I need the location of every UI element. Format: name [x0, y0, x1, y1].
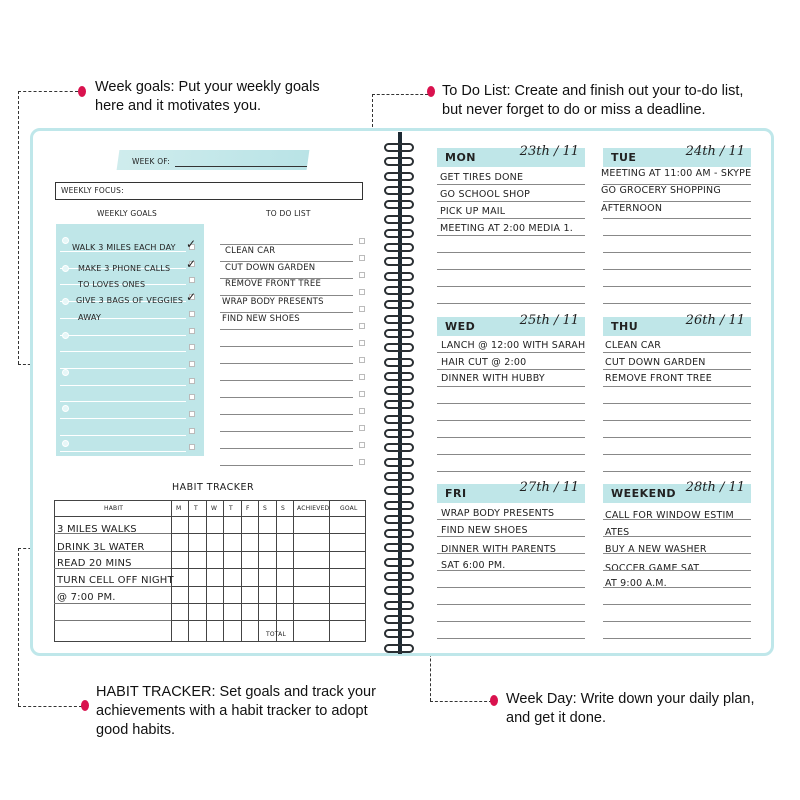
day-rule	[603, 604, 751, 605]
goal-item: AWAY	[78, 313, 102, 322]
weekly-focus-label: WEEKLY FOCUS:	[61, 186, 124, 195]
callout-line: here and it motivates you.	[95, 98, 262, 114]
todo-checkbox	[359, 374, 365, 380]
spiral-coil	[384, 415, 414, 424]
day-rule	[437, 570, 585, 571]
day-rule	[437, 386, 585, 387]
todo-rule	[220, 397, 353, 398]
day-rule	[437, 536, 585, 537]
goal-rule	[60, 418, 186, 419]
callout-line: HABIT TRACKER: Set goals and track your	[96, 684, 376, 700]
habit-tracker-title: HABIT TRACKER	[172, 482, 255, 493]
day-rule	[437, 519, 585, 520]
spiral-coil	[384, 143, 414, 152]
spiral-coil	[384, 343, 414, 352]
day-header-thu	[603, 313, 751, 336]
spiral-coil	[384, 458, 414, 467]
goal-checkbox	[189, 411, 195, 417]
habit-header-rule	[54, 516, 366, 517]
todo-rule	[220, 329, 353, 330]
habit-col-header: T	[229, 505, 233, 512]
goal-checkmark: ✓	[186, 257, 197, 271]
todo-rule	[220, 363, 353, 364]
day-name: THU	[611, 320, 639, 333]
day-rule	[437, 184, 585, 185]
goal-rule	[60, 451, 186, 452]
todo-rule	[220, 244, 353, 245]
habit-col-header: F	[246, 505, 250, 512]
todo-checkbox	[359, 408, 365, 414]
todo-checkbox	[359, 238, 365, 244]
spiral-coil	[384, 586, 414, 595]
day-rule	[437, 437, 585, 438]
habit-row-rule	[171, 568, 366, 569]
habit-row-label: 3 MILES WALKS	[57, 524, 137, 535]
spiral-coil	[384, 386, 414, 395]
day-rule	[603, 471, 751, 472]
day-entry: MEETING AT 11:00 AM - SKYPE	[601, 168, 752, 179]
goal-item: TO LOVES ONES	[78, 280, 146, 289]
todo-checkbox	[359, 459, 365, 465]
spiral-coil	[384, 629, 414, 638]
spiral-coil	[384, 486, 414, 495]
day-header-tue	[603, 144, 751, 167]
spiral-coil	[384, 315, 414, 324]
goal-number-circle	[62, 298, 69, 305]
day-header-fri	[437, 480, 585, 503]
day-rule	[437, 403, 585, 404]
day-entry: ATES	[605, 527, 630, 538]
todo-rule	[220, 312, 353, 313]
leader-line	[430, 701, 492, 702]
habit-row-rule	[171, 551, 366, 552]
spiral-coil	[384, 300, 414, 309]
todo-checkbox	[359, 289, 365, 295]
day-rule	[603, 269, 751, 270]
leader-line	[18, 91, 78, 92]
goal-rule	[60, 335, 186, 336]
habit-row-label: READ 20 MINS	[57, 558, 132, 569]
day-entry: PICK UP MAIL	[440, 206, 506, 217]
day-rule	[603, 587, 751, 588]
day-rule	[603, 621, 751, 622]
goal-number-circle	[62, 332, 69, 339]
todo-title: TO DO LIST	[266, 209, 311, 218]
day-name: WED	[445, 320, 476, 333]
goal-checkbox	[189, 277, 195, 283]
spiral-coil	[384, 186, 414, 195]
day-rule	[603, 386, 751, 387]
day-name: TUE	[611, 151, 637, 164]
day-rule	[437, 252, 585, 253]
todo-checkbox	[359, 357, 365, 363]
goal-checkbox	[189, 311, 195, 317]
day-rule	[603, 570, 751, 571]
todo-checkbox	[359, 255, 365, 261]
todo-checkbox	[359, 272, 365, 278]
habit-row-rule	[171, 533, 366, 534]
goal-checkbox	[189, 344, 195, 350]
day-date: 28th / 11	[685, 480, 745, 495]
goal-number-circle	[62, 265, 69, 272]
habit-col-header: HABIT	[104, 505, 124, 512]
callout-dot	[490, 695, 498, 706]
day-rule	[603, 252, 751, 253]
habit-row-label: @ 7:00 PM.	[57, 592, 116, 603]
day-rule	[437, 587, 585, 588]
goal-rule	[60, 401, 186, 402]
leader-line	[372, 94, 428, 95]
habit-row-label: TURN CELL OFF NIGHT	[57, 575, 174, 586]
todo-rule	[220, 346, 353, 347]
todo-item: CLEAN CAR	[225, 246, 276, 256]
habit-row-rule	[171, 586, 366, 587]
spiral-coil	[384, 157, 414, 166]
goal-checkbox	[189, 444, 195, 450]
goal-checkmark: ✓	[186, 290, 197, 304]
spiral-coil	[384, 257, 414, 266]
day-rule	[603, 218, 751, 219]
callout-line: good habits.	[96, 722, 176, 738]
day-rule	[603, 454, 751, 455]
day-entry: CUT DOWN GARDEN	[605, 357, 706, 368]
day-rule	[437, 638, 585, 639]
habit-col-header: W	[211, 505, 218, 512]
habit-row-rule	[54, 603, 171, 604]
todo-rule	[220, 380, 353, 381]
callout-text	[442, 82, 743, 120]
goal-checkbox	[189, 328, 195, 334]
day-rule	[437, 471, 585, 472]
habit-row-rule	[54, 620, 171, 621]
goal-number-circle	[62, 237, 69, 244]
day-entry: DINNER WITH PARENTS	[441, 544, 557, 555]
day-entry: WRAP BODY PRESENTS	[441, 508, 555, 519]
day-entry: GO GROCERY SHOPPING	[601, 185, 721, 196]
spiral-coil	[384, 501, 414, 510]
day-entry: MEETING AT 2:00 MEDIA 1.	[440, 223, 573, 234]
day-rule	[437, 352, 585, 353]
day-entry: AFTERNOON	[601, 203, 663, 214]
spiral-coil	[384, 558, 414, 567]
spiral-coil	[384, 229, 414, 238]
todo-item: FIND NEW SHOES	[222, 314, 300, 324]
goal-rule	[60, 368, 186, 369]
goal-rule	[60, 385, 186, 386]
day-header-weekend	[603, 480, 751, 503]
day-rule	[603, 420, 751, 421]
day-rule	[437, 621, 585, 622]
callout-text	[96, 683, 376, 740]
day-rule	[603, 201, 751, 202]
spiral-coil	[384, 400, 414, 409]
todo-checkbox	[359, 306, 365, 312]
day-date: 25th / 11	[519, 313, 579, 328]
habit-total-label: TOTAL	[266, 631, 287, 638]
todo-rule	[220, 295, 353, 296]
day-entry: CALL FOR WINDOW ESTIM	[605, 510, 734, 521]
callout-line: achievements with a habit tracker to adopt	[96, 703, 368, 719]
goal-checkmark: ✓	[186, 237, 197, 251]
day-rule	[437, 454, 585, 455]
day-rule	[437, 604, 585, 605]
callout-dot	[78, 86, 86, 97]
day-rule	[603, 352, 751, 353]
todo-rule	[220, 261, 353, 262]
todo-rule	[220, 414, 353, 415]
weekly-goals-title: WEEKLY GOALS	[97, 209, 158, 218]
spiral-coil	[384, 443, 414, 452]
goal-checkbox	[189, 394, 195, 400]
callout-dot	[81, 700, 89, 711]
todo-rule	[220, 431, 353, 432]
spiral-coil	[384, 615, 414, 624]
habit-col-header: ACHIEVED	[297, 505, 330, 512]
habit-col-header: T	[194, 505, 198, 512]
spiral-coil	[384, 372, 414, 381]
leader-line	[18, 548, 19, 706]
callout-line: but never forget to do or miss a deadline.	[442, 102, 706, 118]
day-rule	[437, 303, 585, 304]
day-rule	[603, 519, 751, 520]
day-rule	[603, 553, 751, 554]
spiral-coil	[384, 272, 414, 281]
spiral-coil	[384, 515, 414, 524]
weekly-goals-panel	[56, 224, 204, 456]
goal-checkbox	[189, 361, 195, 367]
callout-line: Week goals: Put your weekly goals	[95, 79, 320, 95]
goal-item: GIVE 3 BAGS OF VEGGIES	[76, 296, 184, 305]
day-rule	[437, 369, 585, 370]
day-date: 23th / 11	[519, 144, 579, 159]
todo-checkbox	[359, 340, 365, 346]
day-name: FRI	[445, 487, 467, 500]
spiral-coil	[384, 644, 414, 653]
spiral-coil	[384, 543, 414, 552]
todo-checkbox	[359, 391, 365, 397]
spiral-coil	[384, 329, 414, 338]
day-rule	[603, 369, 751, 370]
day-entry: LANCH @ 12:00 WITH SARAH	[441, 340, 586, 351]
habit-col-header: GOAL	[340, 505, 358, 512]
day-entry: DINNER WITH HUBBY	[441, 373, 545, 384]
goal-item: MAKE 3 PHONE CALLS	[78, 264, 171, 273]
day-rule	[603, 437, 751, 438]
day-rule	[603, 286, 751, 287]
day-name: MON	[445, 151, 477, 164]
habit-row-rule	[171, 620, 366, 621]
habit-row-rule	[171, 603, 366, 604]
spiral-coil	[384, 358, 414, 367]
callout-text	[506, 690, 755, 728]
day-entry: BUY A NEW WASHER	[605, 544, 707, 555]
day-entry: REMOVE FRONT TREE	[605, 373, 712, 384]
goal-rule	[60, 351, 186, 352]
day-rule	[603, 235, 751, 236]
day-entry: SOCCER GAME SAT	[605, 563, 700, 574]
day-rule	[603, 184, 751, 185]
day-entry: GO SCHOOL SHOP	[440, 189, 531, 200]
day-header-mon	[437, 144, 585, 167]
day-rule	[437, 235, 585, 236]
leader-line	[18, 706, 82, 707]
day-header-wed	[437, 313, 585, 336]
week-of-line	[175, 166, 307, 167]
todo-item: WRAP BODY PRESENTS	[222, 297, 324, 307]
spiral-coil	[384, 601, 414, 610]
day-entry: GET TIRES DONE	[440, 172, 524, 183]
day-date: 27th / 11	[519, 480, 579, 495]
spiral-coil	[384, 172, 414, 181]
spiral-coil	[384, 200, 414, 209]
day-date: 26th / 11	[685, 313, 745, 328]
day-rule	[603, 638, 751, 639]
goal-number-circle	[62, 440, 69, 447]
callout-text	[95, 78, 320, 116]
callout-line: and get it done.	[506, 710, 606, 726]
day-rule	[603, 303, 751, 304]
habit-row-label: DRINK 3L WATER	[57, 542, 145, 553]
todo-checkbox	[359, 442, 365, 448]
day-rule	[603, 403, 751, 404]
habit-col-header: S	[263, 505, 268, 512]
day-rule	[603, 536, 751, 537]
habit-col-header: S	[281, 505, 286, 512]
spiral-coil	[384, 529, 414, 538]
spiral-coil	[384, 243, 414, 252]
day-entry: FIND NEW SHOES	[441, 525, 528, 536]
spiral-coil	[384, 215, 414, 224]
todo-rule	[220, 465, 353, 466]
spiral-coil	[384, 286, 414, 295]
day-rule	[437, 420, 585, 421]
callout-line: Week Day: Write down your daily plan,	[506, 691, 755, 707]
day-rule	[437, 553, 585, 554]
todo-rule	[220, 448, 353, 449]
spiral-coil	[384, 472, 414, 481]
goal-rule	[60, 435, 186, 436]
day-entry: HAIR CUT @ 2:00	[441, 357, 527, 368]
callout-line: To Do List: Create and finish out your to-do list,	[442, 83, 744, 99]
day-date: 24th / 11	[685, 144, 745, 159]
goal-number-circle	[62, 405, 69, 412]
callout-dot	[427, 86, 435, 97]
habit-col-header: M	[176, 505, 182, 512]
week-of-label: WEEK OF:	[132, 157, 170, 166]
todo-item: REMOVE FRONT TREE	[225, 279, 322, 289]
day-rule	[437, 269, 585, 270]
goal-checkbox	[189, 428, 195, 434]
todo-item: CUT DOWN GARDEN	[225, 263, 316, 273]
leader-line	[18, 91, 19, 364]
goal-item: WALK 3 MILES EACH DAY	[72, 243, 176, 252]
day-rule	[437, 286, 585, 287]
spiral-coil	[384, 572, 414, 581]
day-name: WEEKEND	[611, 487, 677, 500]
day-rule	[437, 201, 585, 202]
day-entry: CLEAN CAR	[605, 340, 662, 351]
todo-checkbox	[359, 425, 365, 431]
day-entry: AT 9:00 A.M.	[605, 578, 667, 589]
spiral-coil	[384, 429, 414, 438]
goal-checkbox	[189, 378, 195, 384]
todo-checkbox	[359, 323, 365, 329]
day-entry: SAT 6:00 PM.	[441, 560, 506, 571]
day-rule	[437, 218, 585, 219]
goal-number-circle	[62, 369, 69, 376]
